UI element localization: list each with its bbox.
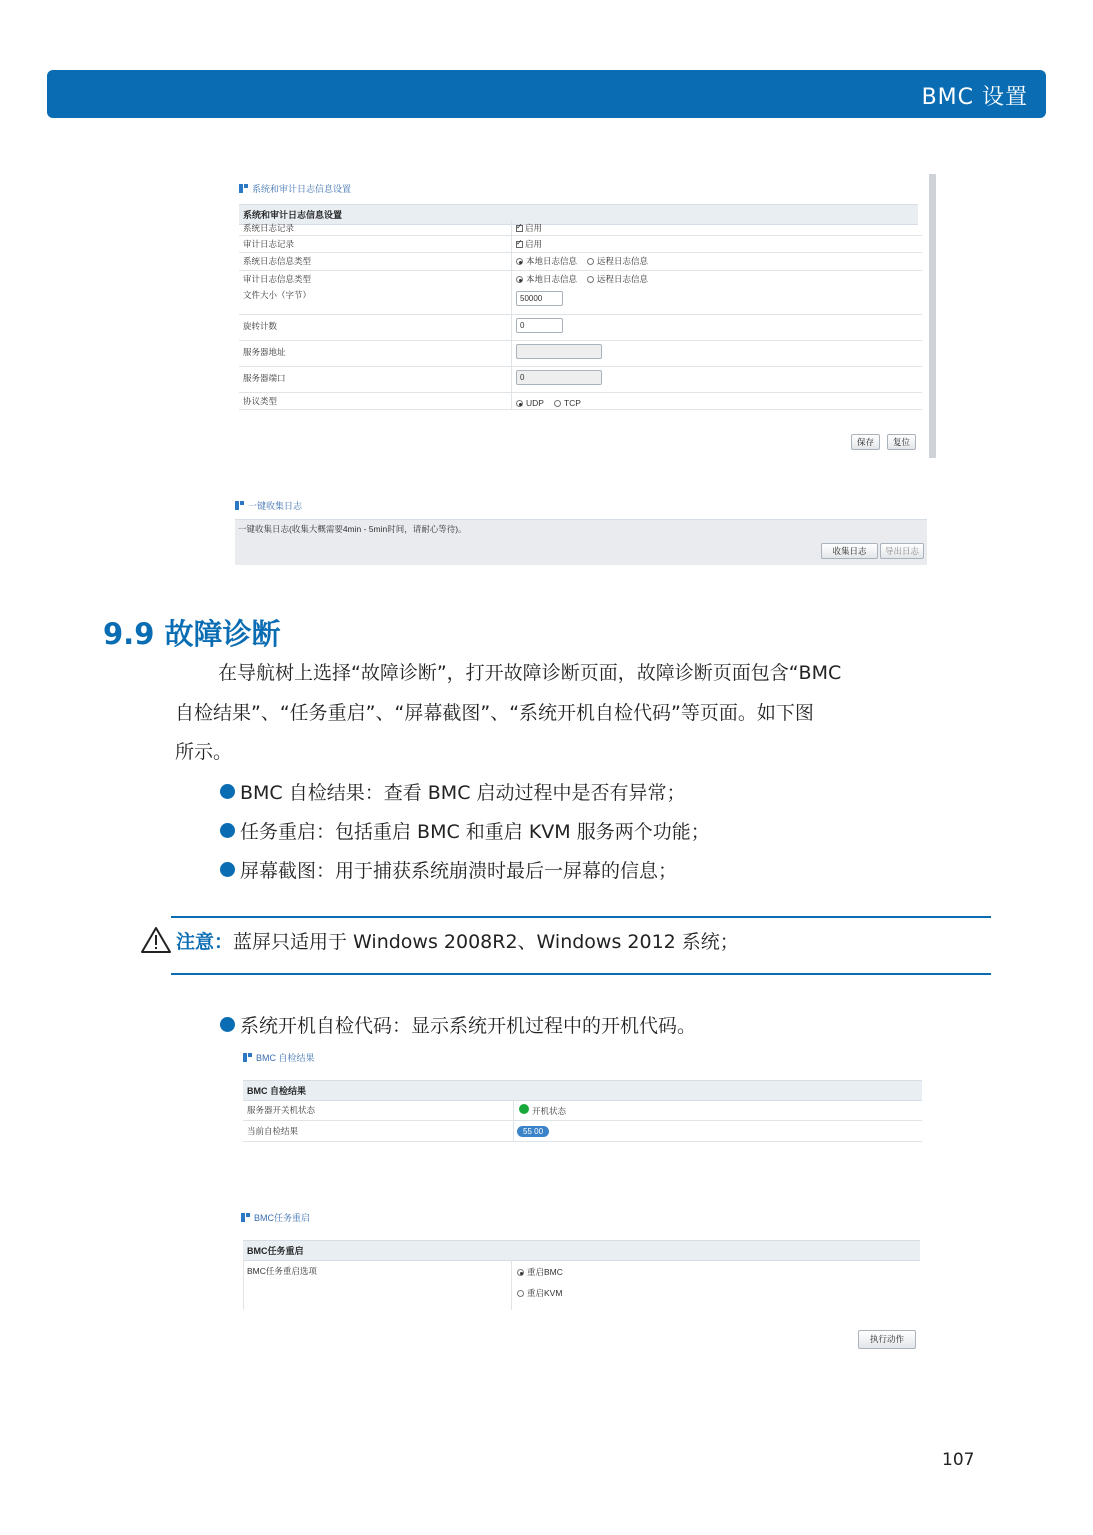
paragraph-line: 所示。 xyxy=(175,741,233,763)
page-number: 107 xyxy=(942,1450,975,1470)
table-row: 服务器端口 0 xyxy=(239,367,922,393)
warning-note: 注意： 蓝屏只适用于 Windows 2008R2、Windows 2012 系统； xyxy=(140,926,739,954)
log-panel-title: 系统和审计日志信息设置 xyxy=(239,182,351,195)
radio-icon[interactable] xyxy=(516,400,523,407)
power-on-icon xyxy=(519,1104,529,1114)
bullet-item: 任务重启：包括重启 BMC 和重启 KVM 服务两个功能； xyxy=(220,817,710,844)
export-log-button[interactable]: 导出日志 xyxy=(880,543,924,559)
table-row: 审计日志信息类型 本地日志信息 远程日志信息 文件大小（字节） 50000 xyxy=(239,271,922,315)
paragraph-line: 在导航树上选择“故障诊断”，打开故障诊断页面，故障诊断页面包含“BMC xyxy=(218,662,842,684)
radio-icon[interactable] xyxy=(517,1290,524,1297)
radio-icon[interactable] xyxy=(587,276,594,283)
server-port-input[interactable]: 0 xyxy=(516,370,602,385)
collect-panel-title: 一键收集日志 xyxy=(235,499,302,512)
rotate-count-input[interactable]: 0 xyxy=(516,318,563,333)
save-button[interactable]: 保存 xyxy=(851,434,880,450)
log-settings-screenshot xyxy=(235,174,935,459)
checkbox-icon[interactable] xyxy=(516,241,523,248)
bullet-item: BMC 自检结果：查看 BMC 启动过程中是否有异常； xyxy=(220,778,686,805)
windows-icon xyxy=(239,184,248,193)
windows-icon xyxy=(241,1213,250,1222)
table-row: 服务器开关机状态 开机状态 xyxy=(243,1100,922,1121)
selftest-section-head: BMC 自检结果 xyxy=(243,1080,922,1101)
radio-icon[interactable] xyxy=(554,400,561,407)
table-row: 协议类型 UDP TCP xyxy=(239,393,922,410)
table-row: 审计日志记录 ✓ 启用 xyxy=(239,236,922,253)
bullet-dot-icon xyxy=(220,784,235,799)
bullet-dot-icon xyxy=(220,862,235,877)
collect-note: 一键收集日志(收集大概需要4min - 5min时间，请耐心等待)。 xyxy=(238,524,467,534)
selftest-screenshot xyxy=(243,1048,923,1144)
windows-icon xyxy=(235,501,244,510)
radio-icon[interactable] xyxy=(587,258,594,265)
bullet-item: 屏幕截图：用于捕获系统崩溃时最后一屏幕的信息； xyxy=(220,856,677,883)
radio-icon[interactable] xyxy=(516,276,523,283)
divider xyxy=(171,916,991,918)
table-row: 服务器地址 xyxy=(239,341,922,367)
reset-button[interactable]: 复位 xyxy=(887,434,916,450)
warning-icon xyxy=(140,926,172,954)
restart-panel-title: BMC任务重启 xyxy=(241,1211,310,1224)
table-row: 系统日志记录 ✓ 启用 xyxy=(239,220,922,236)
header-title: BMC 设置 xyxy=(921,85,1028,110)
divider xyxy=(171,973,991,975)
file-size-input[interactable]: 50000 xyxy=(516,291,563,306)
server-address-input[interactable] xyxy=(516,344,602,359)
windows-icon xyxy=(243,1053,252,1062)
collect-log-screenshot xyxy=(235,492,927,564)
paragraph-line: 自检结果”、“任务重启”、“屏幕截图”、“系统开机自检代码”等页面。如下图 xyxy=(175,702,814,724)
bullet-item: 系统开机自检代码：显示系统开机过程中的开机代码。 xyxy=(220,1011,696,1038)
execute-action-button[interactable]: 执行动作 xyxy=(858,1330,916,1349)
collect-box xyxy=(235,519,927,565)
checkbox-icon[interactable] xyxy=(516,225,523,232)
table-row: 旋转计数 0 xyxy=(239,315,922,341)
radio-icon[interactable] xyxy=(517,1269,524,1276)
table-row: 系统日志信息类型 本地日志信息 远程日志信息 xyxy=(239,253,922,271)
bullet-dot-icon xyxy=(220,1017,235,1032)
table-row: 当前自检结果 55 00 xyxy=(243,1121,922,1142)
restart-section-head: BMC任务重启 xyxy=(243,1240,920,1261)
bullet-dot-icon xyxy=(220,823,235,838)
section-title: 9.9 故障诊断 xyxy=(103,617,281,651)
table-row: BMC任务重启选项 重启BMC 重启KVM xyxy=(247,1266,563,1298)
selftest-panel-title: BMC 自检结果 xyxy=(243,1051,315,1064)
scrollbar[interactable] xyxy=(929,174,936,458)
header-bar xyxy=(47,70,1046,118)
restart-screenshot xyxy=(241,1208,921,1353)
selftest-code-badge: 55 00 xyxy=(517,1126,549,1137)
radio-icon[interactable] xyxy=(516,258,523,265)
collect-log-button[interactable]: 收集日志 xyxy=(821,543,878,559)
log-section-head: 系统和审计日志信息设置 xyxy=(239,204,918,225)
